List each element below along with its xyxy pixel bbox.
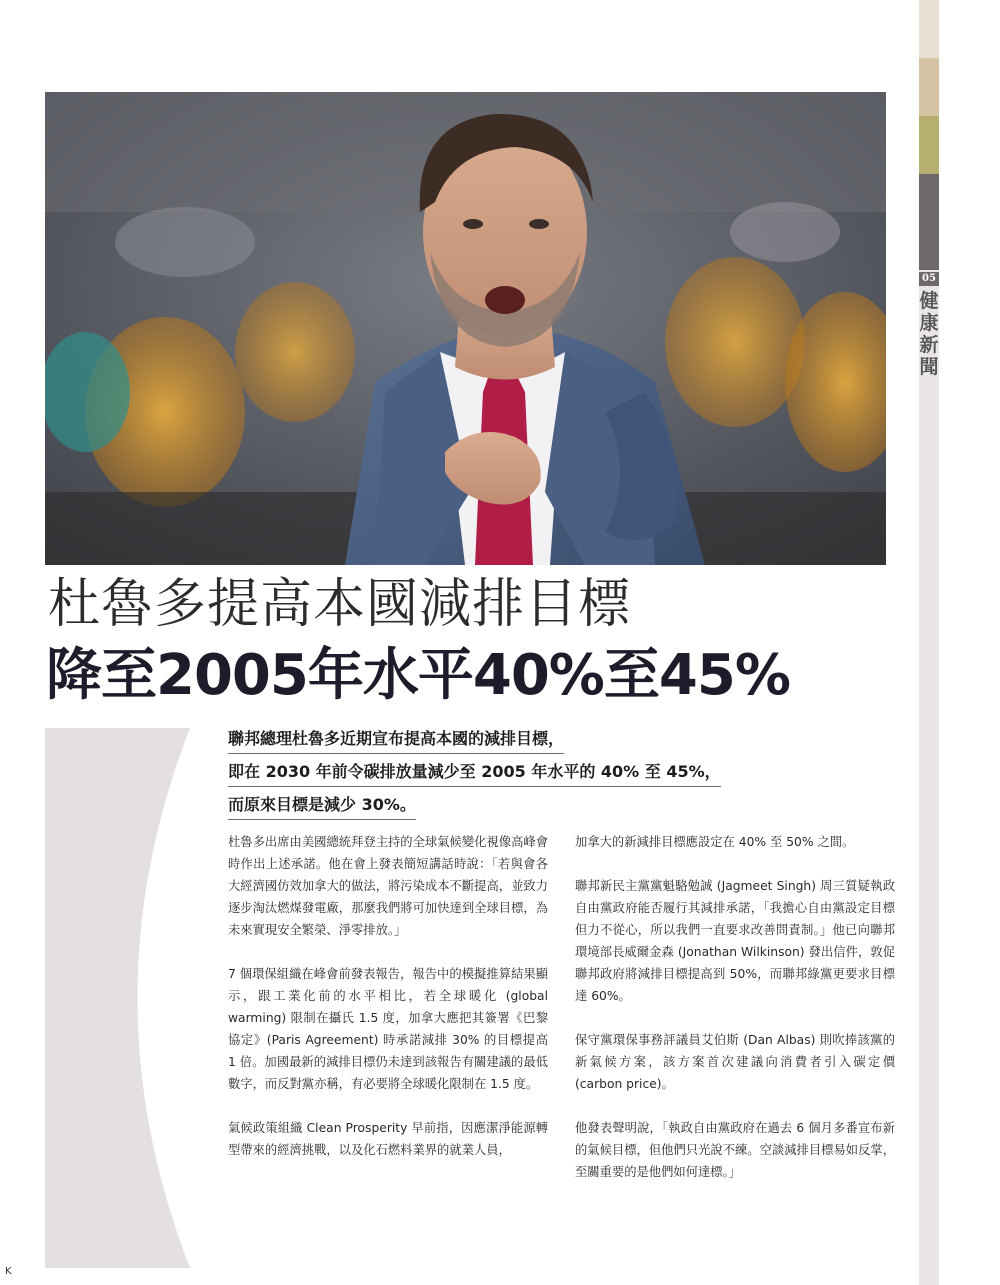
tab-color-1 [919,0,939,58]
tab-color-2 [919,58,939,116]
body-paragraph: 加拿大的新減排目標應設定在 40% 至 50% 之間。 [575,835,855,849]
body-column-left [228,831,548,1183]
lead-line: 即在 2030 年前令碳排放量減少至 2005 年水平的 40% 至 45%， [228,761,721,787]
section-title [919,290,939,378]
lead-line: 聯邦總理杜魯多近期宣布提高本國的減排目標， [228,728,564,754]
body-paragraph: 氣候政策組織 Clean Prosperity 早前指，因應潔淨能源轉型帶來的經濟挑戰，以及化石燃料業界的就業人員， [228,1121,548,1157]
lead-paragraph [228,728,768,827]
body-column-right [575,831,895,1205]
body-paragraph: 杜魯多出席由美國總統拜登主持的全球氣候變化視像高峰會時作出上述承諾。他在會上發表簡短講話時說：「若與會各大經濟國仿效加拿大的做法，將污染成本不斷提高，並致力逐步淘汰燃煤發電廠，那麼我們將可加快達到全球目標，為未來實現安全繁榮、淨零排放。」 [228,835,548,937]
lead-line: 而原來目標是減少 30%。 [228,794,416,820]
headline-sub: 降至2005年水平40%至45% [46,643,790,708]
hero-photo [45,92,886,565]
body-paragraph: 他發表聲明說，「執政自由黨政府在過去 6 個月多番宣布新的氣候目標，但他們只光說不練。空談減排目標易如反掌，至關重要的是他們如何達標。」 [575,1121,895,1179]
section-tab-strip [919,0,939,1285]
section-title-text: 健康新聞 [919,290,939,378]
tab-color-3 [919,116,939,174]
tab-color-5 [919,270,939,1285]
body-paragraph: 聯邦新民主黨黨魁駱勉誠 (Jagmeet Singh) 周三質疑執政自由黨政府能否履行其減排承諾，「我擔心自由黨設定目標但力不從心，所以我們一直要求改善問責制。」他已向聯邦環境部長威爾金森 (Jonathan Wilkinson) 發出信件，敦促聯邦政府將減排目標提高到 50%，而聯邦綠黨更要求目標達 60%。 [575,879,895,1003]
page-number: 05 [919,272,939,286]
body-paragraph: 保守黨環保事務評議員艾伯斯 (Dan Albas) 則吹捧該黨的新氣候方案，該方案首次建議向消費者引入碳定價 (carbon price)。 [575,1033,895,1091]
tab-color-4 [919,174,939,270]
footer-mark: K [5,1266,12,1277]
decorative-crescent [45,728,190,1268]
body-paragraph: 7 個環保組織在峰會前發表報告，報告中的模擬推算結果顯示，跟工業化前的水平相比，若全球暖化 (global warming) 限制在攝氏 1.5 度，加拿大應把其簽署《巴黎協定》(Paris Agreement) 時承諾減排 30% 的目標提高 1 倍。加國最新的減排目標仍未達到該報告有關建議的最低數字，而反對黨亦稱，有必要將全球暖化限制在 1.5 度。 [228,967,548,1091]
hero-photo-illustration [45,92,886,565]
headline-main: 杜魯多提高本國減排目標 [48,573,632,635]
